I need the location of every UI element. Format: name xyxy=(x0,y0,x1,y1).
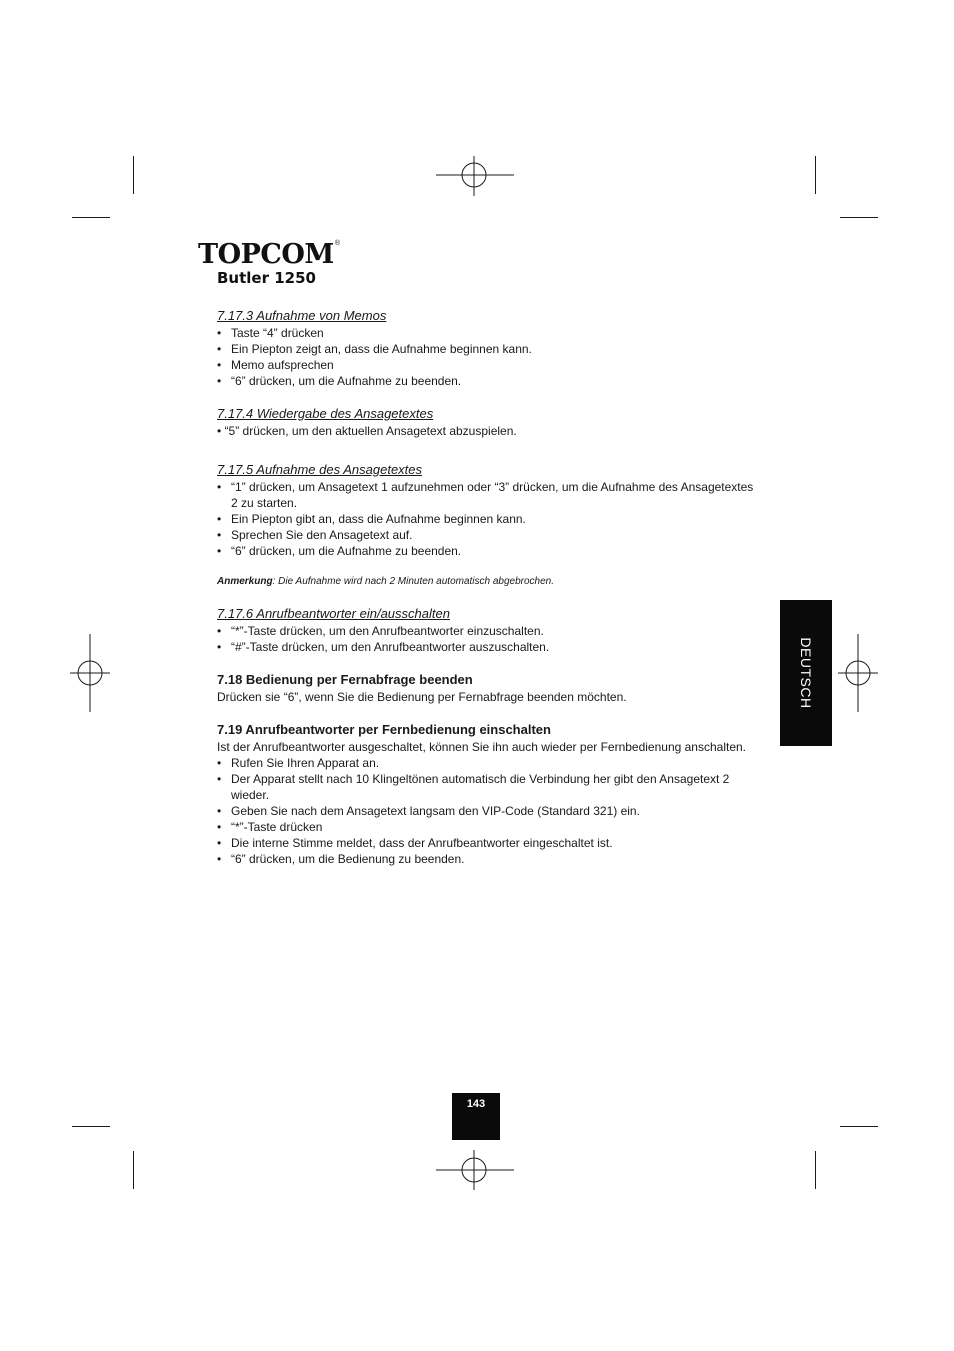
list-item: • Ein Piepton gibt an, dass die Aufnahme beginnen kann. xyxy=(217,511,757,527)
registered-mark: ® xyxy=(334,240,340,247)
list-item: • “#”-Taste drücken, um den Anrufbeantworter auszuschalten. xyxy=(217,639,757,655)
brand-name: TOPCOM xyxy=(198,239,334,270)
registration-mark-bottom xyxy=(436,1150,514,1190)
list-item: • “6” drücken, um die Aufnahme zu beenden. xyxy=(217,373,757,389)
section-title: 7.17.5 Aufnahme des Ansagetextes xyxy=(217,462,423,477)
section-title: 7.19 Anrufbeantworter per Fernbedienung einschalten xyxy=(217,722,551,737)
crop-mark xyxy=(840,217,878,218)
list-item: • “6” drücken, um die Aufnahme zu beenden. xyxy=(217,543,757,559)
list-item: • Die interne Stimme meldet, dass der Anrufbeantworter eingeschaltet ist. xyxy=(217,835,757,851)
list-item: • “1” drücken, um Ansagetext 1 aufzunehmen oder “3” drücken, um die Aufnahme des Ansagetextes 2 zu starten. xyxy=(217,479,757,511)
list-item: • “*”-Taste drücken, um den Anrufbeantworter einzuschalten. xyxy=(217,623,757,639)
registration-mark-top xyxy=(436,156,514,196)
list-item: • “*”-Taste drücken xyxy=(217,819,757,835)
note xyxy=(217,575,757,589)
bullet-list xyxy=(217,623,757,655)
section-title: 7.17.3 Aufnahme von Memos xyxy=(217,308,387,323)
crop-mark xyxy=(72,1126,110,1127)
list-item: • Taste “4” drücken xyxy=(217,325,757,341)
list-item: • Der Apparat stellt nach 10 Klingeltönen automatisch die Verbindung her gibt den Ansagetext 2 wieder. xyxy=(217,771,757,803)
note-text: : Die Aufnahme wird nach 2 Minuten automatisch abgebrochen. xyxy=(272,576,555,587)
section-title: 7.17.4 Wiedergabe des Ansagetextes xyxy=(217,406,434,421)
language-tab-label: DEUTSCH xyxy=(798,637,814,709)
crop-mark xyxy=(815,156,816,194)
paragraph: Drücken sie “6”, wenn Sie die Bedienung per Fernabfrage beenden möchten. xyxy=(217,690,627,704)
crop-mark xyxy=(133,1151,134,1189)
list-item: • Sprechen Sie den Ansagetext auf. xyxy=(217,527,757,543)
paragraph: • “5” drücken, um den aktuellen Ansagetext abzuspielen. xyxy=(217,424,517,438)
section-title: 7.18 Bedienung per Fernabfrage beenden xyxy=(217,672,473,687)
crop-mark xyxy=(133,156,134,194)
language-tab xyxy=(780,600,832,746)
brand-logo xyxy=(198,240,340,270)
list-item: • Memo aufsprechen xyxy=(217,357,757,373)
registration-mark-right xyxy=(838,634,878,712)
manual-content xyxy=(217,307,757,867)
product-name: Butler 1250 xyxy=(217,269,316,287)
registration-mark-left xyxy=(70,634,110,712)
crop-mark xyxy=(840,1126,878,1127)
list-item: • “6” drücken, um die Bedienung zu beenden. xyxy=(217,851,757,867)
paragraph: Ist der Anrufbeantworter ausgeschaltet, können Sie ihn auch wieder per Fernbedienung anschalten. xyxy=(217,740,747,754)
note-label: Anmerkung xyxy=(217,576,273,587)
crop-mark xyxy=(815,1151,816,1189)
bullet-list xyxy=(217,325,757,389)
page-number: 143 xyxy=(452,1093,500,1140)
list-item: • Geben Sie nach dem Ansagetext langsam den VIP-Code (Standard 321) ein. xyxy=(217,803,757,819)
section-title: 7.17.6 Anrufbeantworter ein/ausschalten xyxy=(217,606,450,621)
list-item: • Rufen Sie Ihren Apparat an. xyxy=(217,755,757,771)
crop-mark xyxy=(72,217,110,218)
bullet-list xyxy=(217,479,757,559)
bullet-list xyxy=(217,755,757,867)
list-item: • Ein Piepton zeigt an, dass die Aufnahme beginnen kann. xyxy=(217,341,757,357)
